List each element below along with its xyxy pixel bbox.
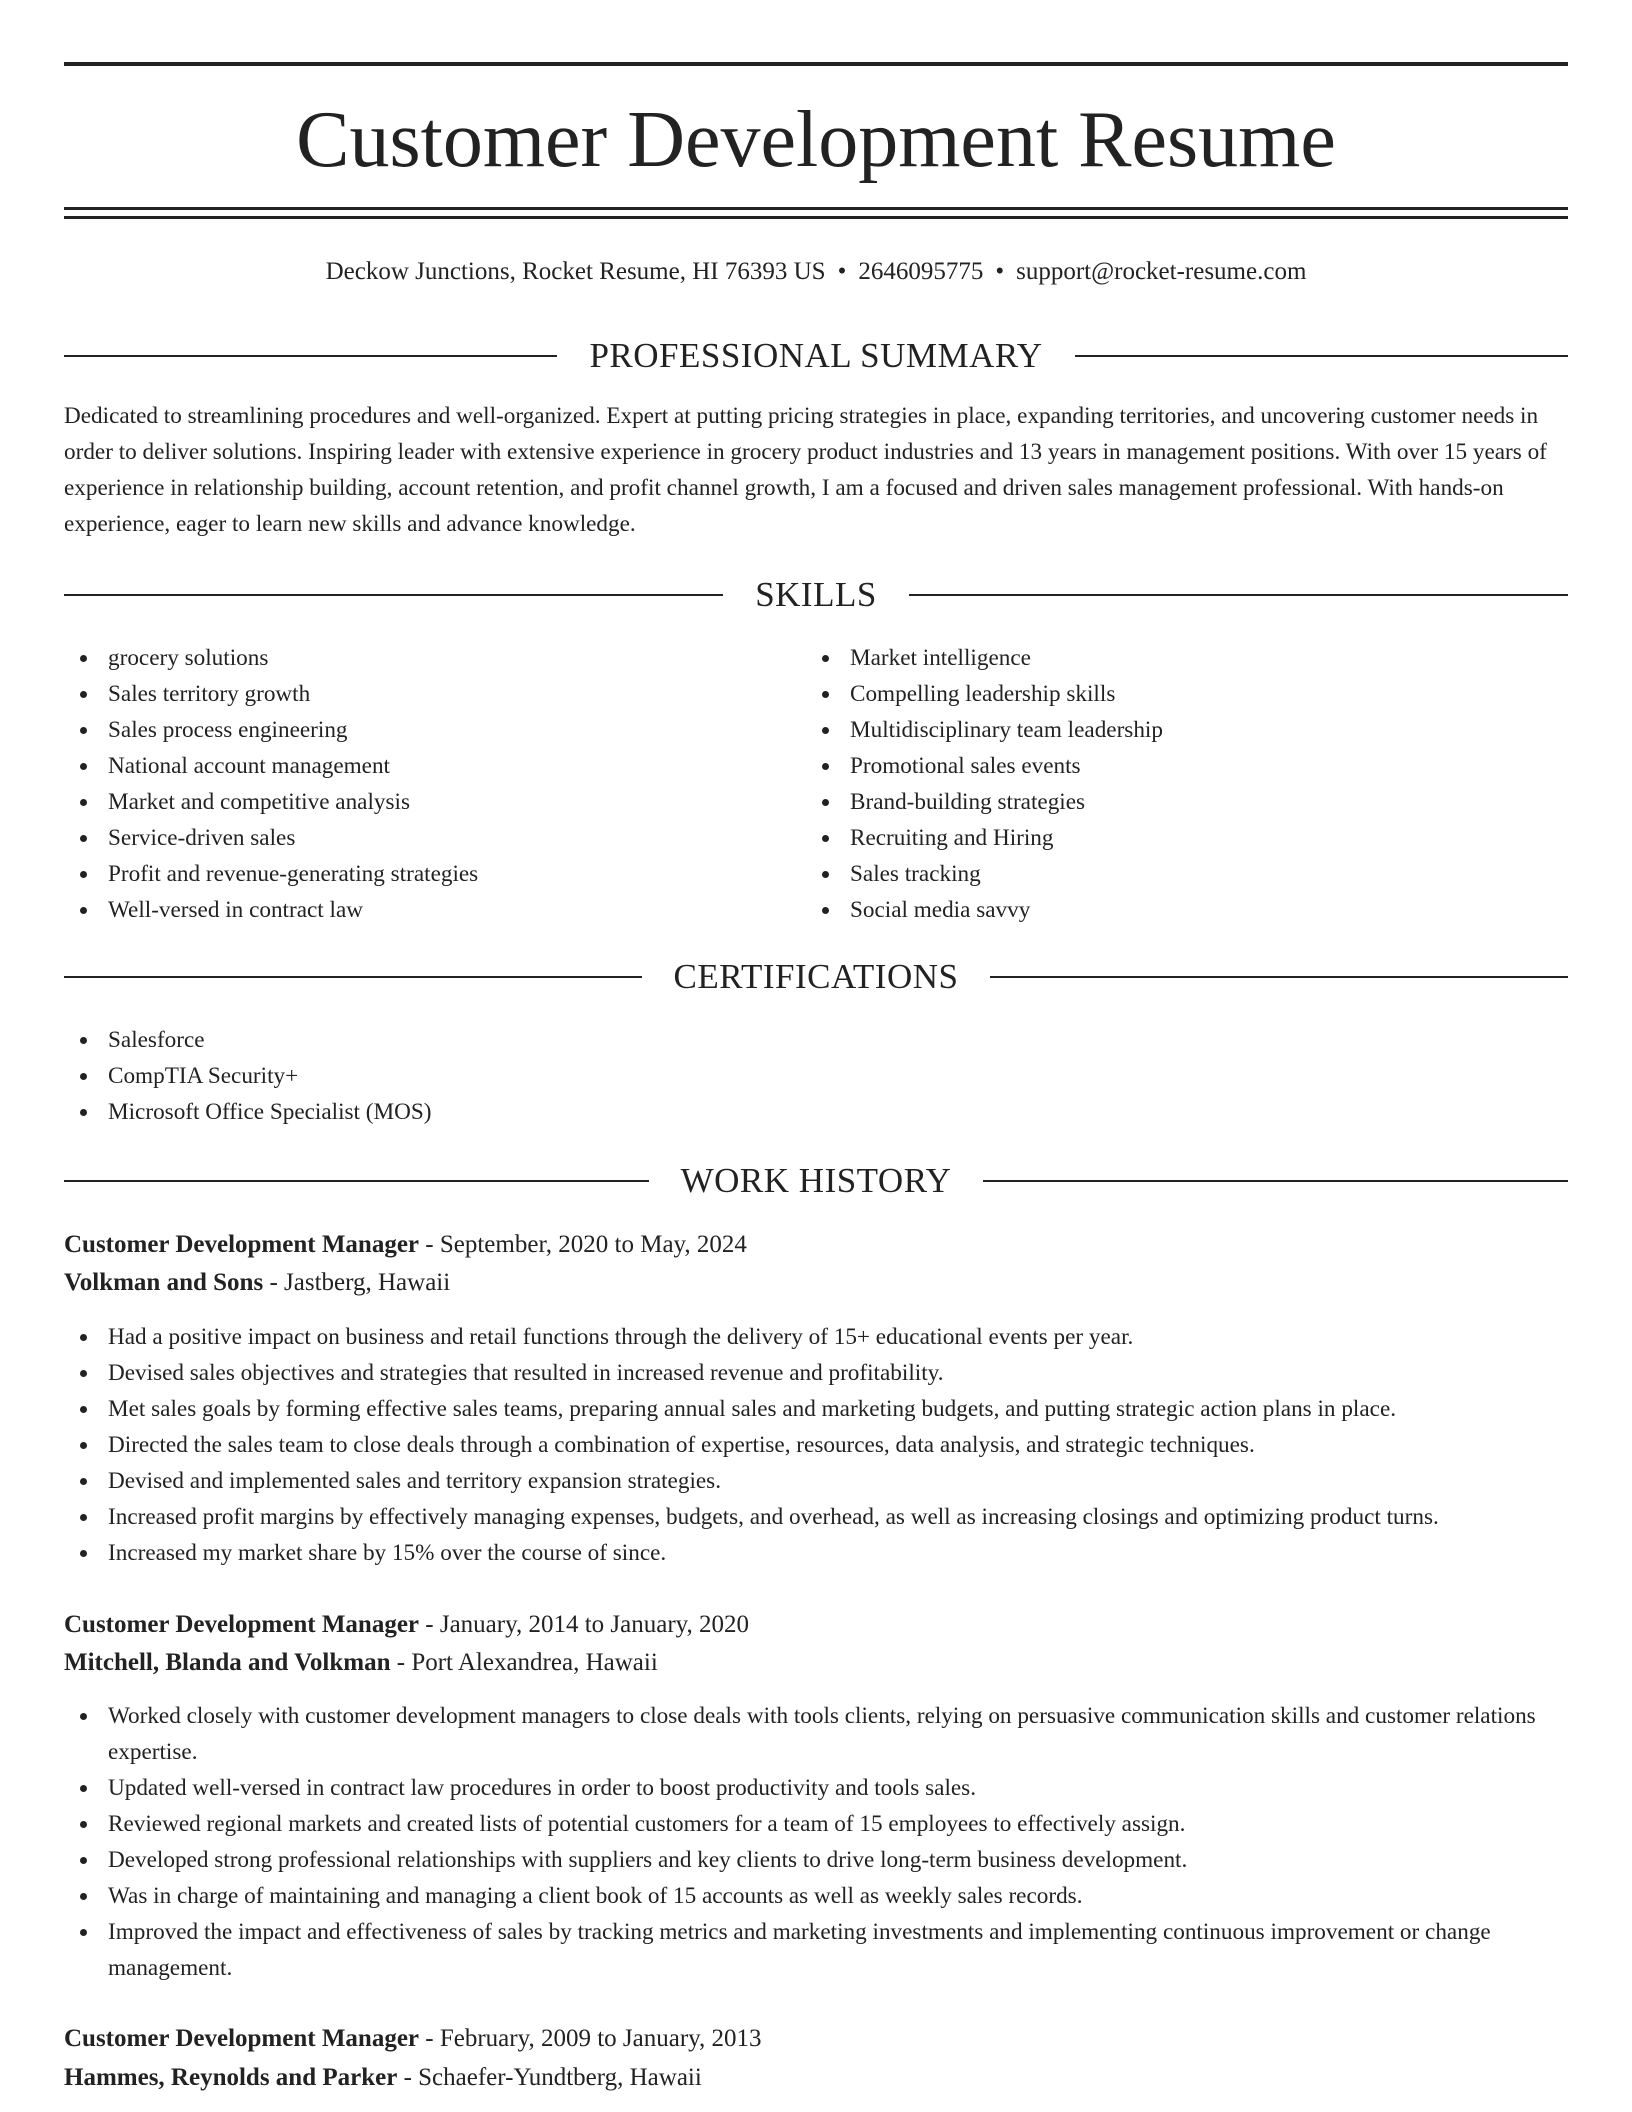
section-heading-skills — [64, 573, 1568, 617]
job-bullet: Updated well-versed in contract law procedures in order to boost productivity and tools sales. — [64, 1770, 1568, 1806]
contact-address: Deckow Junctions, Rocket Resume, HI 76393 US — [325, 258, 826, 285]
job-company: Hammes, Reynolds and Parker — [64, 2064, 398, 2091]
header-top-rule — [64, 62, 1568, 66]
job-bullet: Reviewed regional markets and created lists of potential customers for a team of 15 employees to effectively assign. — [64, 1806, 1568, 1842]
job-bullet: Met sales goals by forming effective sales teams, preparing annual sales and marketing budgets, and putting strategic action plans in place. — [64, 1391, 1568, 1427]
job-separator: - — [419, 1231, 440, 1258]
header-double-rule-upper — [64, 207, 1568, 210]
job-company: Mitchell, Blanda and Volkman — [64, 1649, 391, 1676]
job-title: Customer Development Manager — [64, 2025, 420, 2052]
skill-item: Market and competitive analysis — [64, 784, 804, 820]
skill-item: Sales process engineering — [64, 712, 804, 748]
job-separator: - — [390, 1649, 412, 1676]
section-rule-right — [983, 1180, 1568, 1182]
job-bullet: Increased my market share by 15% over the course of since. — [64, 1535, 1568, 1571]
skill-item: Sales tracking — [806, 856, 1568, 892]
certifications-list — [64, 1022, 1568, 1130]
skill-item: National account management — [64, 748, 804, 784]
contact-separator: • — [995, 258, 1005, 285]
certification-item: CompTIA Security+ — [64, 1058, 1568, 1094]
resume-title: Customer Development Resume — [296, 96, 1336, 184]
contact-email: support@rocket-resume.com — [1016, 258, 1307, 285]
contact-separator: • — [837, 258, 847, 285]
job-bullet: Improved the impact and effectiveness of sales by tracking metrics and marketing investments and implementing continuous improvement or change management. — [64, 1914, 1568, 1986]
section-rule-left — [64, 1180, 649, 1182]
job-title-line — [64, 1226, 1568, 1264]
job-location: Schaefer-Yundtberg, Hawaii — [418, 2064, 702, 2091]
job-company-line — [64, 1264, 1568, 1302]
job-bullets — [64, 1319, 1568, 1571]
skill-item: Compelling leadership skills — [806, 676, 1568, 712]
job-dates: January, 2014 to January, 2020 — [439, 1611, 750, 1638]
job-separator: - — [419, 1611, 440, 1638]
job-bullet: Directed the sales team to close deals through a combination of expertise, resources, data analysis, and strategic techniques. — [64, 1427, 1568, 1463]
section-title: PROFESSIONAL SUMMARY — [589, 336, 1043, 375]
job-company-line — [64, 1644, 1568, 1682]
summary-text: Dedicated to streamlining procedures and well-organized. Expert at putting pricing strategies in place, expanding territories, and uncovering customer needs in order to deliver solutions. Inspiring leader with extensive experience in grocery product industries and 13 years in management positions. With over 15 years of experience in relationship building, account retention, and profit channel growth, I am a focused and driven sales management professional. With hands-on experience, eager to learn new skills and advance knowledge. — [64, 403, 1547, 537]
section-heading-work-history — [64, 1159, 1568, 1203]
section-rule-right — [1075, 355, 1568, 357]
job-title-line — [64, 2020, 1568, 2058]
skills-list-left — [64, 640, 804, 928]
job-company-line — [64, 2059, 1568, 2097]
section-heading-summary — [64, 334, 1568, 378]
contact-line — [64, 254, 1568, 290]
skill-item: Promotional sales events — [806, 748, 1568, 784]
section-heading-certifications — [64, 955, 1568, 999]
job-dates: September, 2020 to May, 2024 — [439, 1231, 747, 1258]
skill-item: Brand-building strategies — [806, 784, 1568, 820]
section-title: SKILLS — [755, 575, 877, 614]
job-bullet: Devised sales objectives and strategies that resulted in increased revenue and profitability. — [64, 1355, 1568, 1391]
skill-item: Recruiting and Hiring — [806, 820, 1568, 856]
job-separator: - — [419, 2025, 440, 2052]
job-company: Volkman and Sons — [64, 1269, 264, 1296]
skill-item: grocery solutions — [64, 640, 804, 676]
job-separator: - — [397, 2064, 419, 2091]
job-bullet: Was in charge of maintaining and managing a client book of 15 accounts as well as weekly sales records. — [64, 1878, 1568, 1914]
job-location: Jastberg, Hawaii — [284, 1269, 451, 1296]
certification-item: Salesforce — [64, 1022, 1568, 1058]
contact-phone: 2646095775 — [858, 258, 984, 285]
section-rule-right — [909, 594, 1568, 596]
job-title-line — [64, 1606, 1568, 1644]
job-dates: February, 2009 to January, 2013 — [439, 2025, 762, 2052]
header-double-rule-lower — [64, 216, 1568, 219]
skill-item: Multidisciplinary team leadership — [806, 712, 1568, 748]
skill-item: Profit and revenue-generating strategies — [64, 856, 804, 892]
job-location: Port Alexandrea, Hawaii — [411, 1649, 658, 1676]
skills-list-right — [806, 640, 1568, 928]
job-separator: - — [263, 1269, 285, 1296]
certification-item: Microsoft Office Specialist (MOS) — [64, 1094, 1568, 1130]
job-bullet: Had a positive impact on business and retail functions through the delivery of 15+ educational events per year. — [64, 1319, 1568, 1355]
job-bullet: Worked closely with customer development managers to close deals with tools clients, relying on persuasive communication skills and customer relations expertise. — [64, 1698, 1568, 1770]
section-rule-right — [990, 976, 1568, 978]
job-title: Customer Development Manager — [64, 1611, 420, 1638]
job-bullet: Devised and implemented sales and territory expansion strategies. — [64, 1463, 1568, 1499]
section-rule-left — [64, 355, 557, 357]
skill-item: Service-driven sales — [64, 820, 804, 856]
job-bullet: Increased profit margins by effectively managing expenses, budgets, and overhead, as well as increasing closings and optimizing product turns. — [64, 1499, 1568, 1535]
job-bullet: Developed strong professional relationships with suppliers and key clients to drive long-term business development. — [64, 1842, 1568, 1878]
section-title: WORK HISTORY — [680, 1161, 952, 1200]
section-rule-left — [64, 594, 723, 596]
skill-item: Sales territory growth — [64, 676, 804, 712]
job-bullets — [64, 1698, 1568, 1986]
section-rule-left — [64, 976, 642, 978]
skill-item: Well-versed in contract law — [64, 892, 804, 928]
skill-item: Market intelligence — [806, 640, 1568, 676]
skill-item: Social media savvy — [806, 892, 1568, 928]
job-title: Customer Development Manager — [64, 1231, 420, 1258]
section-title: CERTIFICATIONS — [673, 957, 959, 996]
